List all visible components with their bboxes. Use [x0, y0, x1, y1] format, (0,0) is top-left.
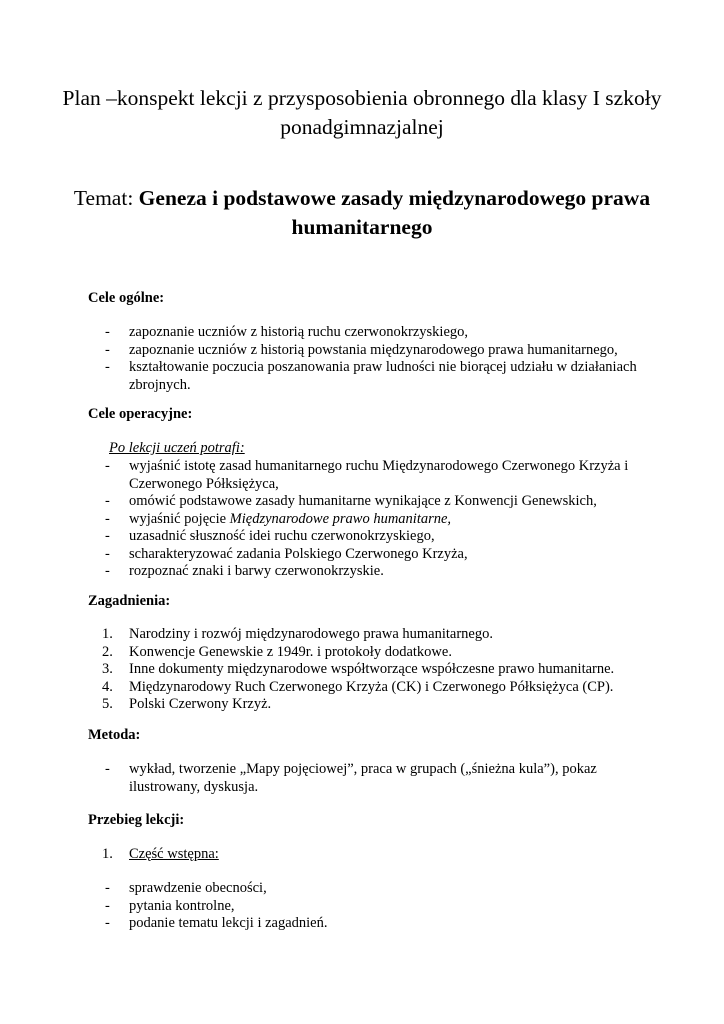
list-marker: -	[105, 493, 110, 509]
intro-steps-list	[88, 880, 648, 933]
list-item: - zapoznanie uczniów z historią ruchu czerwonokrzyskiego,	[105, 324, 469, 340]
list-item: - pytania kontrolne,	[105, 897, 235, 914]
list-marker: -	[105, 510, 110, 527]
list-item: - wykład, tworzenie „Mapy pojęciowej”, praca w grupach („śnieżna kula”), pokaz ilustrowany, dyskusja.	[105, 761, 597, 795]
issues-list	[88, 626, 648, 714]
topic-prefix: Temat:	[73, 186, 139, 210]
list-item: - podanie tematu lekcji i zagadnień.	[105, 915, 328, 931]
operational-goals-list	[88, 458, 648, 581]
list-number: 5.	[102, 696, 113, 712]
list-marker: -	[105, 458, 110, 474]
list-number: 1.	[102, 626, 113, 642]
issues-heading: Zagadnienia:	[88, 593, 171, 609]
document-title: Plan –konspekt lekcji z przysposobienia obronnego dla klasy I szkoły ponadgimnazjalnej	[62, 86, 662, 139]
list-item: - wyjaśnić istotę zasad humanitarnego ruchu Międzynarodowego Czerwonego Krzyża i Czerwonego Półksiężyca,	[105, 458, 629, 492]
list-item: 1. Narodziny i rozwój międzynarodowego prawa humanitarnego.	[102, 626, 493, 642]
list-marker: -	[105, 341, 110, 358]
list-number: 4.	[102, 678, 113, 695]
method-list	[88, 761, 648, 796]
operational-goals-subheading: Po lekcji uczeń potrafi:	[109, 440, 245, 456]
list-item: - uzasadnić słuszność idei ruchu czerwonokrzyskiego,	[105, 528, 435, 544]
list-number: 1.	[102, 846, 113, 862]
list-marker: -	[105, 545, 110, 562]
list-marker: -	[105, 897, 110, 914]
list-item: 5. Polski Czerwony Krzyż.	[102, 696, 272, 712]
list-item: - omówić podstawowe zasady humanitarne wynikające z Konwencji Genewskich,	[105, 493, 597, 509]
list-item: - scharakteryzować zadania Polskiego Czerwonego Krzyża,	[105, 545, 468, 562]
list-marker: -	[105, 880, 110, 896]
list-number: 3.	[102, 661, 113, 677]
list-marker: -	[105, 761, 110, 777]
list-number: 2.	[102, 643, 113, 660]
list-marker: -	[105, 563, 110, 579]
list-marker: -	[105, 915, 110, 931]
list-marker: -	[105, 359, 110, 375]
general-goals-list	[88, 324, 648, 394]
list-item: 2. Konwencje Genewskie z 1949r. i protokoły dodatkowe.	[102, 643, 452, 660]
list-item: - kształtowanie poczucia poszanowania praw ludności nie biorącej udziału w działaniach zbrojnych.	[105, 359, 637, 393]
operational-goals-heading: Cele operacyjne:	[88, 406, 193, 422]
list-marker: -	[105, 528, 110, 544]
list-item: - rozpoznać znaki i barwy czerwonokrzyskie.	[105, 563, 384, 579]
lesson-course-heading: Przebieg lekcji:	[88, 812, 185, 828]
list-item: 1. Część wstępna:	[102, 846, 219, 862]
lesson-topic	[60, 184, 664, 242]
list-item: - sprawdzenie obecności,	[105, 880, 267, 896]
method-heading: Metoda:	[88, 727, 141, 743]
list-item: 4. Międzynarodowy Ruch Czerwonego Krzyża (CK) i Czerwonego Półksiężyca (CP).	[102, 678, 614, 695]
general-goals-heading: Cele ogólne:	[88, 290, 165, 306]
list-marker: -	[105, 324, 110, 340]
list-item: - wyjaśnić pojęcie Międzynarodowe prawo humanitarne,	[105, 510, 452, 527]
list-item: - zapoznanie uczniów z historią powstania międzynarodowego prawa humanitarnego,	[105, 341, 618, 358]
lesson-steps-list	[88, 846, 648, 864]
list-item: 3. Inne dokumenty międzynarodowe współtworzące współczesne prawo humanitarne.	[102, 661, 615, 677]
topic-text: Geneza i podstawowe zasady międzynarodowego prawa humanitarnego	[138, 186, 651, 239]
